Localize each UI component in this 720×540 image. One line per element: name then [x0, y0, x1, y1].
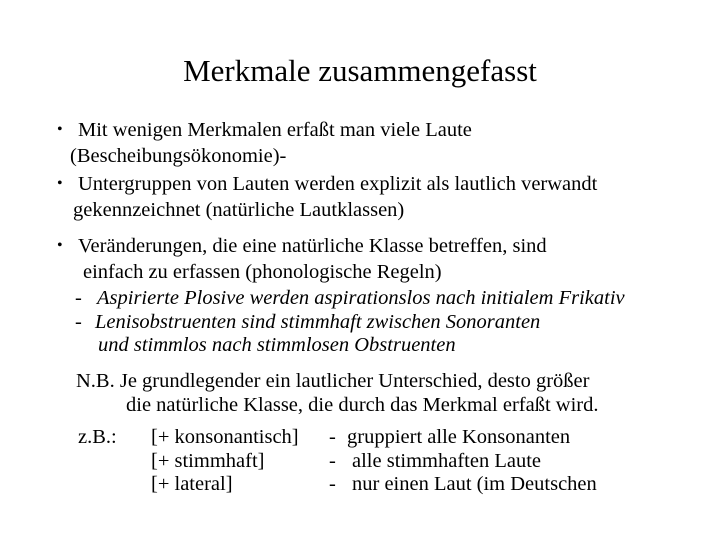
- example-feature: [+ stimmhaft]: [151, 450, 265, 472]
- slide-title: Merkmale zusammengefasst: [183, 53, 537, 88]
- bullet-3-line-2: einfach zu erfassen (phonologische Regeln): [83, 261, 442, 283]
- nb-line-2: die natürliche Klasse, die durch das Merkmal erfaßt wird.: [126, 394, 599, 416]
- bullet-dot: •: [57, 121, 63, 138]
- bullet-1-line-1: Mit wenigen Merkmalen erfaßt man viele Laute: [78, 119, 472, 141]
- example-feature: [+ lateral]: [151, 473, 233, 495]
- example-dash: -: [329, 426, 336, 448]
- example-description: nur einen Laut (im Deutschen: [352, 473, 597, 495]
- example-description: gruppiert alle Konsonanten: [347, 426, 571, 448]
- example-feature: [+ konsonantisch]: [151, 426, 299, 448]
- sub-item-2-line-1: Lenisobstruenten sind stimmhaft zwischen Sonoranten: [95, 311, 541, 333]
- sub-item-dash: -: [75, 287, 82, 309]
- sub-item-dash: -: [75, 311, 82, 333]
- bullet-dot: •: [57, 175, 63, 192]
- bullet-dot: •: [57, 237, 63, 254]
- example-label: z.B.:: [78, 426, 117, 448]
- bullet-2-line-2: gekennzeichnet (natürliche Lautklassen): [73, 199, 405, 221]
- example-dash: -: [329, 450, 336, 472]
- nb-line-1: N.B. Je grundlegender ein lautlicher Unterschied, desto größer: [76, 370, 590, 392]
- example-dash: -: [329, 473, 336, 495]
- sub-item-2-line-2: und stimmlos nach stimmlosen Obstruenten: [98, 334, 456, 356]
- example-description: alle stimmhaften Laute: [352, 450, 541, 472]
- bullet-2-line-1: Untergruppen von Lauten werden explizit als lautlich verwandt: [78, 173, 598, 195]
- sub-item-1-line-1: Aspirierte Plosive werden aspirationslos nach initialem Frikativ: [97, 287, 625, 309]
- bullet-1-line-2: (Bescheibungsökonomie)-: [70, 145, 287, 167]
- bullet-3-line-1: Veränderungen, die eine natürliche Klasse betreffen, sind: [78, 235, 547, 257]
